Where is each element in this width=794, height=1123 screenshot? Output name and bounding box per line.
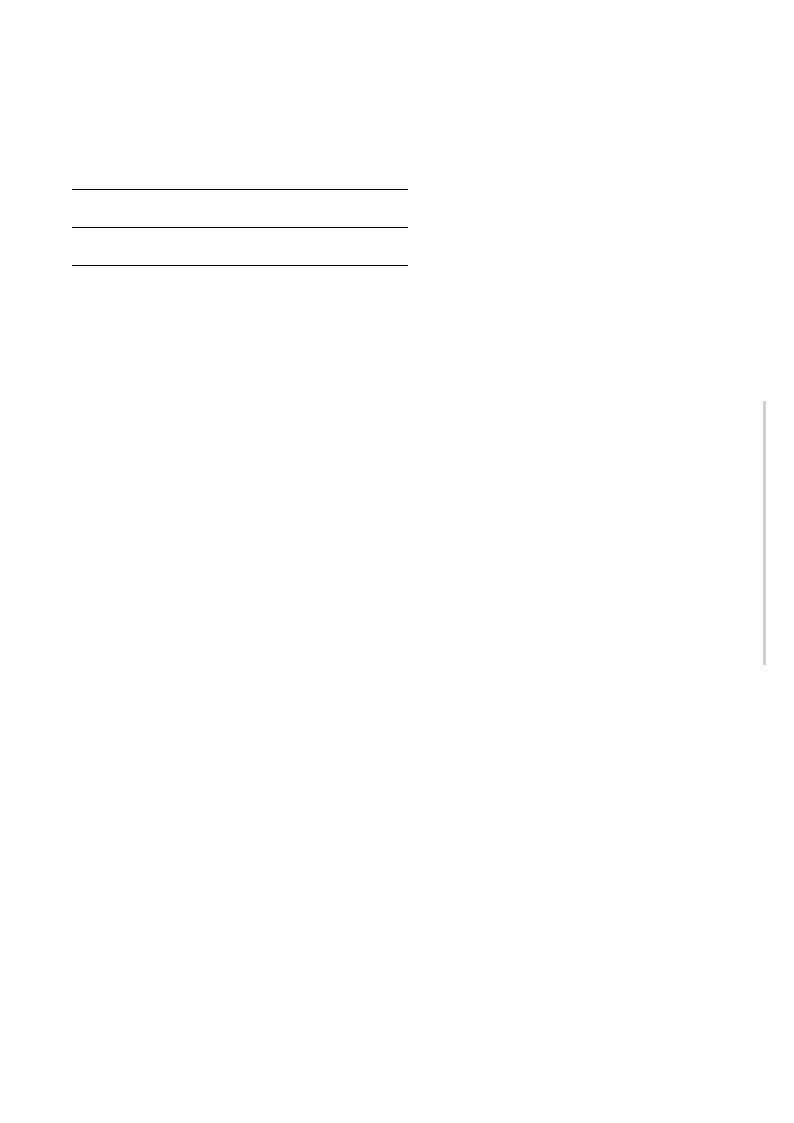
bottom-climate-charts [0, 725, 794, 965]
top-climate-charts [0, 400, 794, 660]
answer-line-3[interactable] [72, 265, 408, 266]
answer-line-2[interactable] [72, 227, 408, 228]
answer-line-1[interactable] [72, 189, 408, 190]
